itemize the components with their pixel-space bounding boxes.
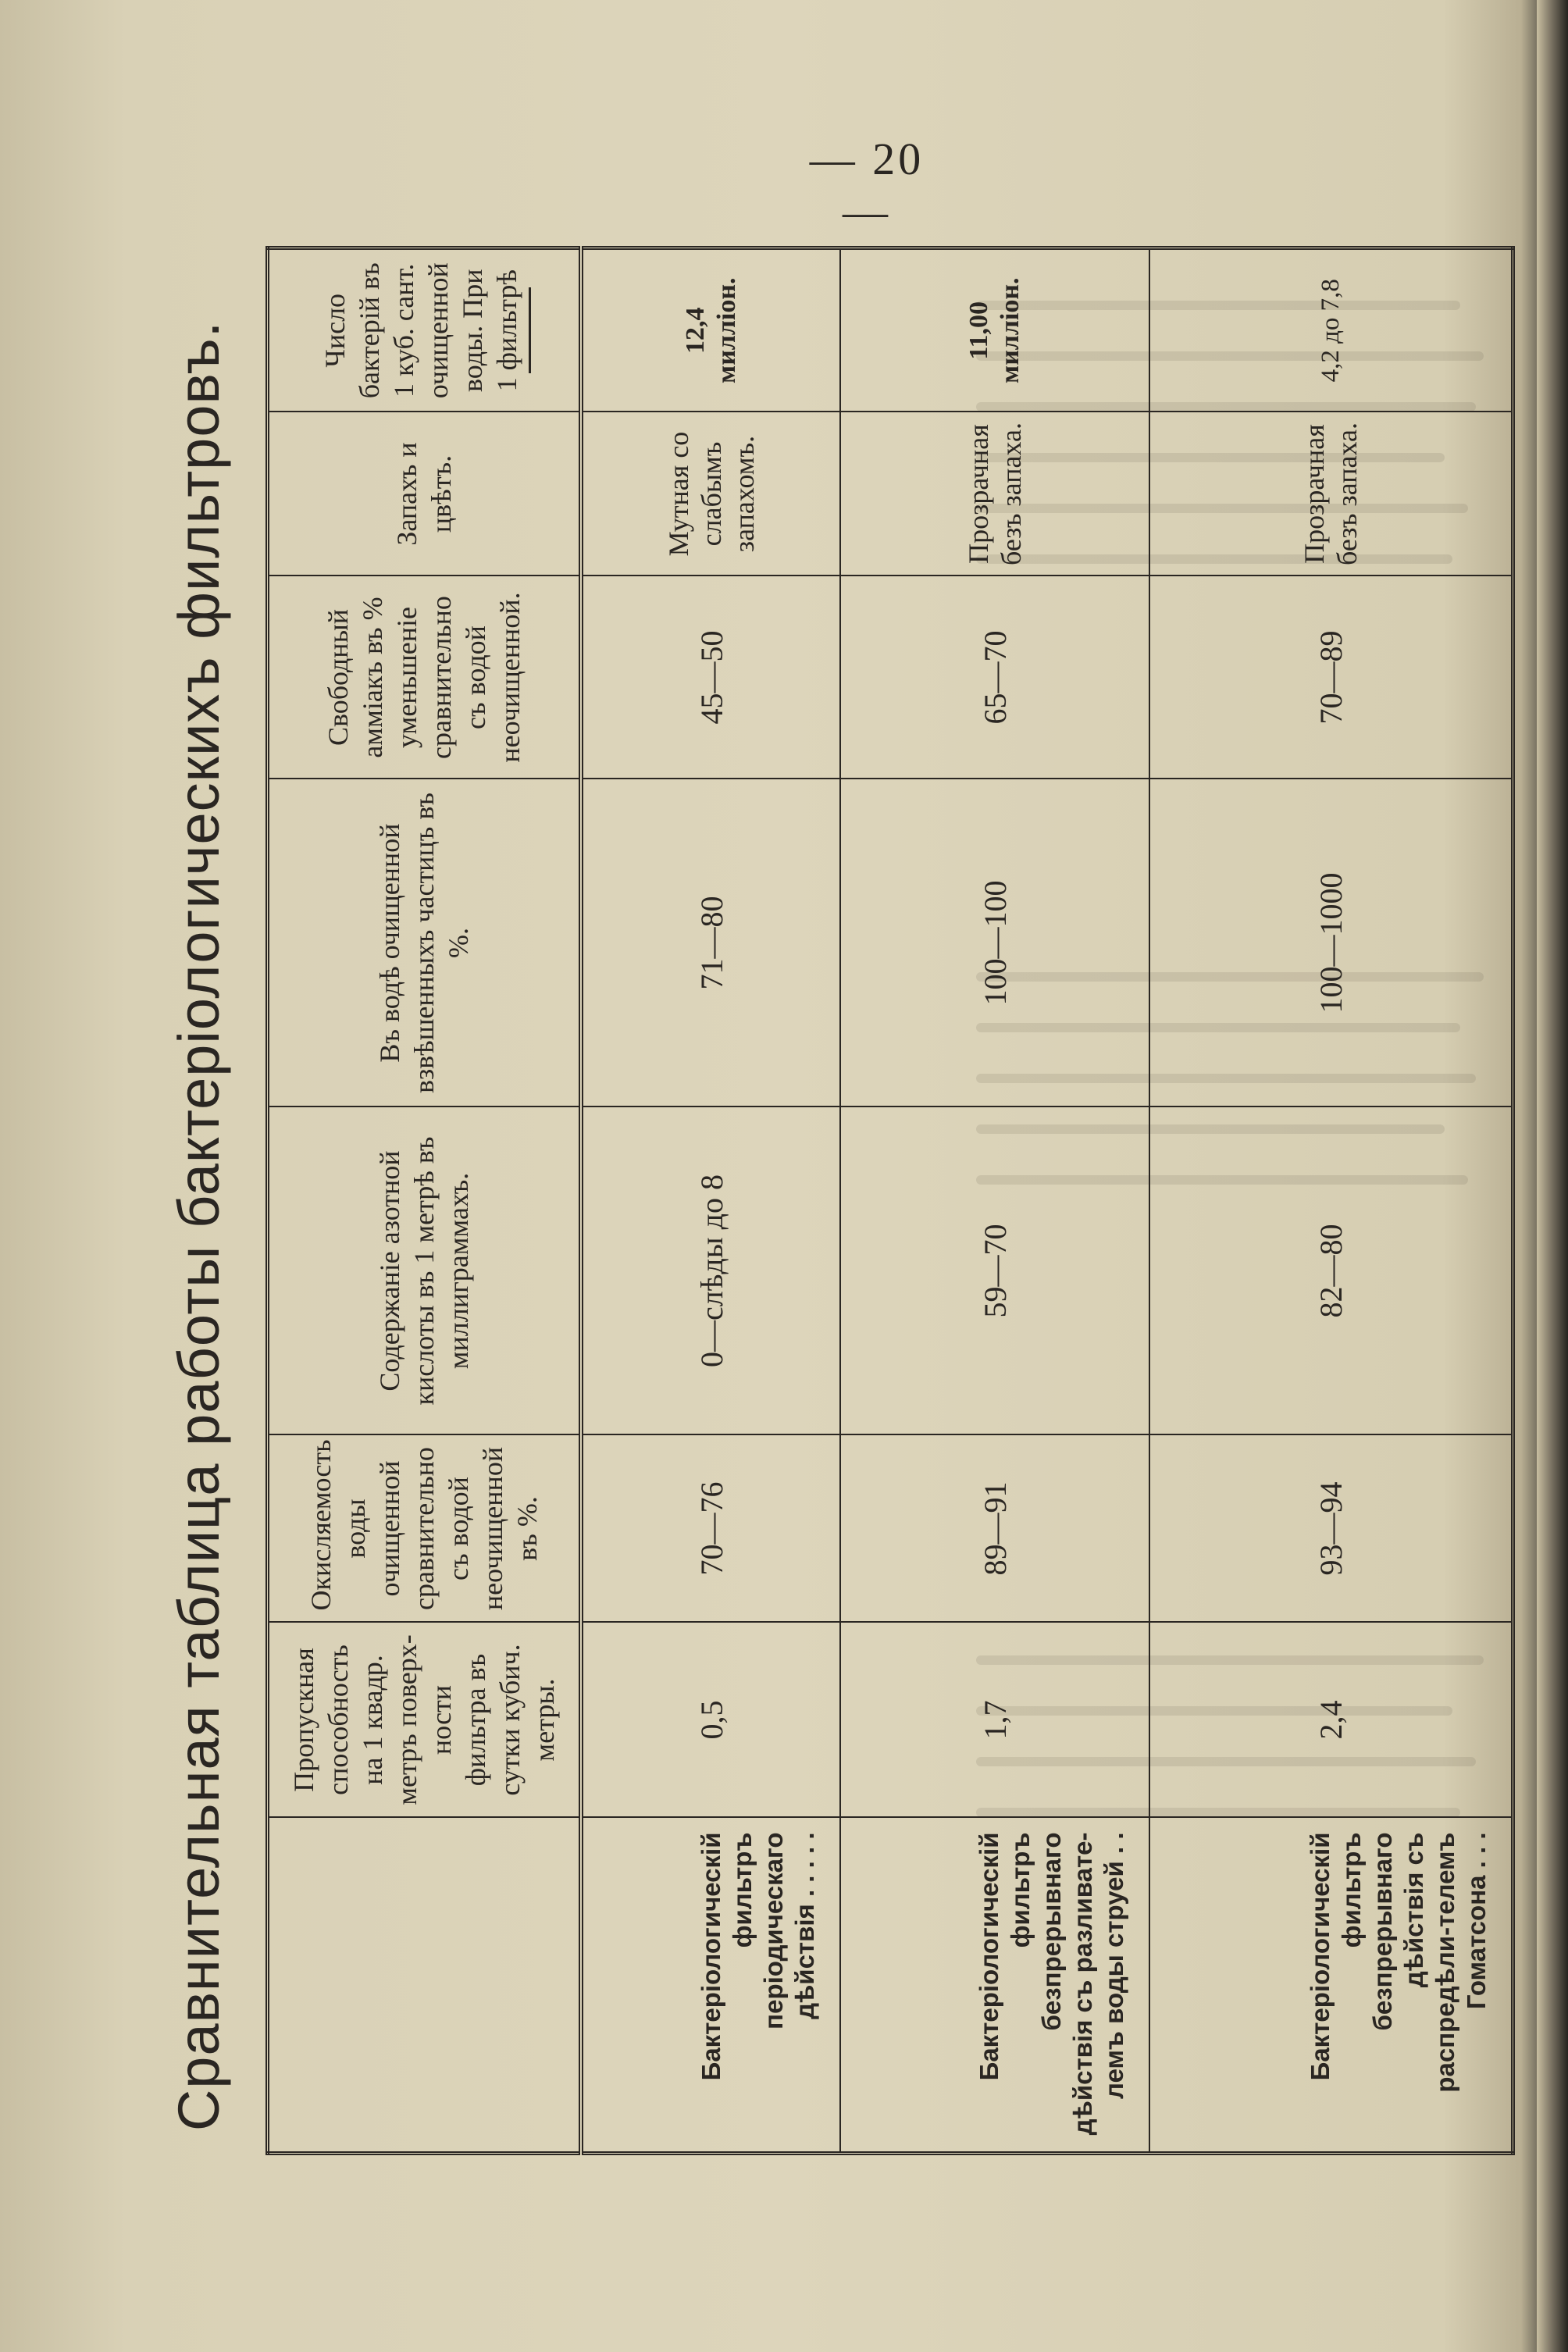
header-oxidizability: Окисляемость воды очищенной сравнительно съ водой неочищенной въ %. [268,1435,582,1623]
header-bacteria-count [268,248,582,412]
header-free-ammonia: Свободный аммiакъ въ % уменьшеніе сравнительно съ водой неочищенной. [268,576,582,779]
header-suspended-particles: Въ водѣ очищенной взвѣшенныхъ частицъ въ %. [268,779,582,1107]
table-title: Сравнительная таблица работы бактеріологическихъ фильтровъ. [166,320,231,2132]
row-label-periodic-filter: Бактеріологическій фильтръ періодическаго дѣйствія . . . . . [581,1818,840,2154]
cell-oxidizability: 89—91 [840,1435,1149,1623]
header-underline-dash [529,287,531,373]
rotated-table-region [156,234,1542,2218]
cell-oxidizability: 93—94 [1149,1435,1513,1623]
row-label-distributor-filter: Бактеріологическій фильтръ безпрерывнаго дѣйствія съ распредѣли-телемъ Гоматсона . . . [1149,1818,1513,2154]
cell-bacteria-count: 12,4 миллiон. [581,248,840,412]
table-row [840,248,1149,2154]
cell-free-ammonia: 65—70 [840,576,1149,779]
header-smell-color: Запахъ и цвѣтъ. [268,412,582,576]
cell-nitric-acid: 82—80 [1149,1107,1513,1435]
table-row [581,248,840,2154]
header-throughput: Пропускная способность на 1 квадр. метръ поверх-ности фильтра въ сутки кубич. метры. [268,1623,582,1818]
comparison-table [265,246,1515,2155]
cell-nitric-acid: 0—слѣды до 8 [581,1107,840,1435]
row-label-continuous-stream-filter: Бактеріологическій фильтръ безпрерывнаго дѣйствія съ разливате-лемъ воды струей . . [840,1818,1149,2154]
header-nitric-acid: Содержаніе азотной кислоты въ 1 метрѣ въ миллиграммахъ. [268,1107,582,1435]
header-cell-empty [268,1818,582,2154]
cell-oxidizability: 70—76 [581,1435,840,1623]
cell-throughput: 0,5 [581,1623,840,1818]
cell-suspended-particles: 100—100 [840,779,1149,1107]
cell-throughput: 1,7 [840,1623,1149,1818]
cell-free-ammonia: 70—89 [1149,576,1513,779]
cell-bacteria-count: 4,2 до 7,8 [1149,248,1513,412]
cell-smell-color: Прозрачная безъ запаха. [840,412,1149,576]
table-row [1149,248,1513,2154]
cell-smell-color: Прозрачная безъ запаха. [1149,412,1513,576]
header-bacteria-text: Число бактерій въ 1 куб. сант. очищенной воды. При 1 фильтрѣ [319,262,522,399]
table-wrapper [265,250,1515,2155]
page-number: — 20 — [809,134,925,237]
cell-nitric-acid: 59—70 [840,1107,1149,1435]
cell-free-ammonia: 45—50 [581,576,840,779]
cell-suspended-particles: 71—80 [581,779,840,1107]
cell-bacteria-count: 11,00 миллiон. [840,248,1149,412]
table-header-row [268,248,582,2154]
cell-throughput: 2,4 [1149,1623,1513,1818]
cell-suspended-particles: 100—1000 [1149,779,1513,1107]
cell-smell-color: Мутная со слабымъ запахомъ. [581,412,840,576]
